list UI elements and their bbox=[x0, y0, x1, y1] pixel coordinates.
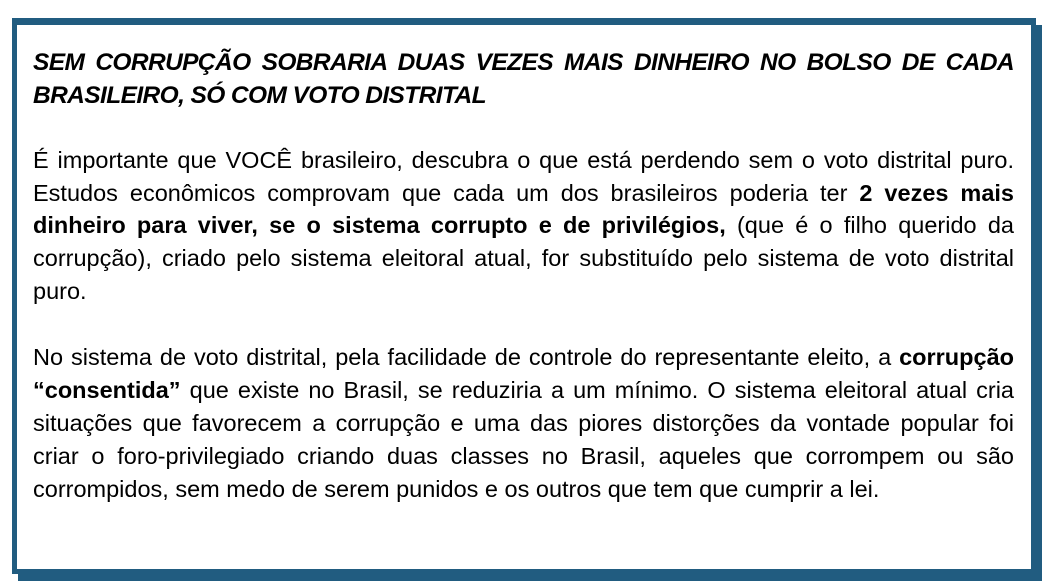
text-run: que existe no Brasil, se reduziria a um mínimo. O sistema eleitoral atual cria situações que favorecem a corrupção e uma das piores distorções da vontade popular foi criar o foro-privilegiado criando duas classes no Brasil, aqueles que corrompem ou são corrompidos, sem medo de serem punidos e os outros que tem que cumprir a lei. bbox=[33, 376, 1014, 502]
text-run: No sistema de voto distrital, pela facilidade de controle do representante eleito, a bbox=[33, 344, 900, 371]
body-paragraph bbox=[33, 144, 1014, 308]
bold-text-run: corrupção “consentida” bbox=[33, 344, 1014, 403]
text-run: É importante que VOCÊ brasileiro, descubra o que está perdendo sem o voto distrital puro. Estudos econômicos comprovam que cada um dos brasileiros poderia ter bbox=[33, 146, 1014, 206]
text-run: (que é o filho querido da corrupção), criado pelo sistema eleitoral atual, for substituído pelo sistema de voto distrital puro. bbox=[33, 212, 1014, 305]
body-paragraph bbox=[33, 341, 1014, 505]
document-title: SEM CORRUPÇÃO SOBRARIA DUAS VEZES MAIS DINHEIRO NO BOLSO DE CADA BRASILEIRO, SÓ COM VOTO DISTRITAL bbox=[33, 49, 1014, 110]
bold-text-run: 2 vezes mais dinheiro para viver, se o sistema corrupto e de privilégios, bbox=[33, 179, 1014, 239]
text-frame bbox=[12, 18, 1036, 574]
document-body bbox=[33, 144, 1014, 506]
